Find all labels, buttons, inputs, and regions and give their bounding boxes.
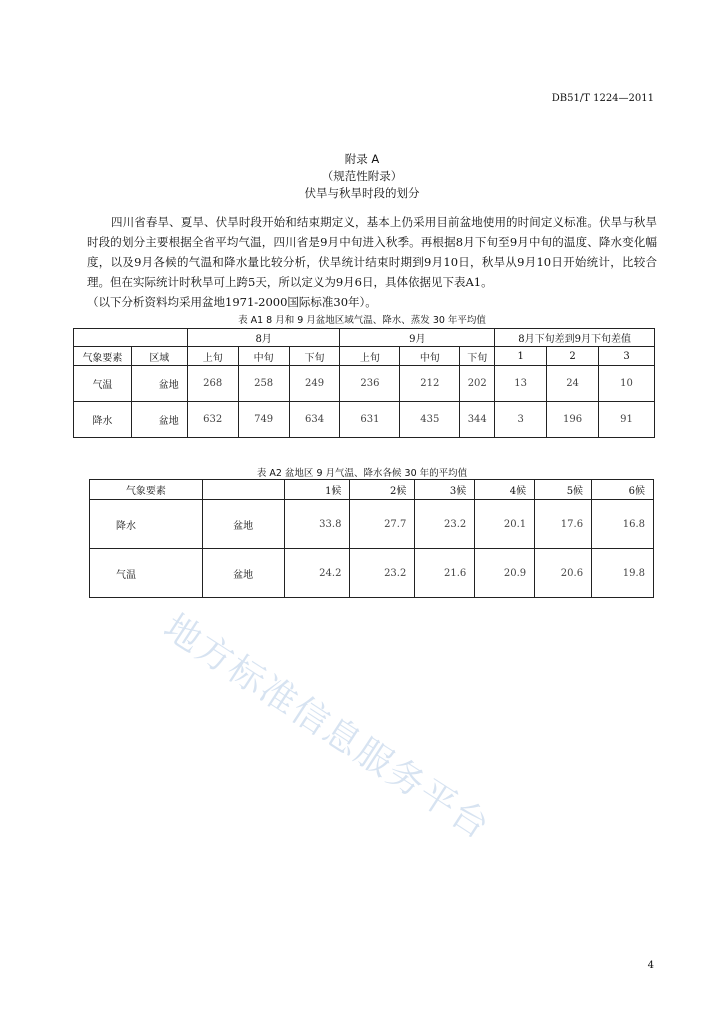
- watermark-text: 地方标准信息服务平台: [156, 606, 498, 849]
- table-cell: 24.2: [284, 549, 350, 598]
- table-header-cell: [74, 329, 188, 347]
- table-cell: 20.1: [475, 500, 535, 549]
- table-header-cell: 2: [547, 347, 599, 366]
- table-cell: 降水: [90, 500, 203, 549]
- table-cell: 盆地: [202, 500, 284, 549]
- table-header-cell: 上旬: [187, 347, 238, 366]
- table-header-cell: 9月: [340, 329, 495, 347]
- table-row: [74, 402, 655, 438]
- table-cell: 16.8: [592, 500, 654, 549]
- table-a1: [73, 328, 655, 438]
- appendix-nature: （规范性附录）: [321, 169, 403, 183]
- table-cell: 降水: [74, 402, 132, 438]
- table-cell: 236: [340, 366, 400, 402]
- table-cell: 21.6: [415, 549, 475, 598]
- table-cell: 23.2: [415, 500, 475, 549]
- table1-caption: 表 A1 8 月和 9 月盆地区域气温、降水、蒸发 30 年平均值: [238, 315, 486, 326]
- page-number: 4: [647, 960, 654, 971]
- table-header-row: [90, 480, 654, 500]
- table-cell: 634: [289, 402, 340, 438]
- table-a2: [89, 479, 654, 598]
- table-cell: 气温: [90, 549, 203, 598]
- table-cell: 20.6: [535, 549, 592, 598]
- table-header-cell: 6候: [592, 480, 654, 500]
- appendix-subtitle: 伏旱与秋旱时段的划分: [304, 186, 420, 200]
- table-header-cell: [202, 480, 284, 500]
- table-cell: 435: [400, 402, 460, 438]
- appendix-heading: [0, 151, 724, 202]
- table-cell: 268: [187, 366, 238, 402]
- table-cell: 10: [599, 366, 655, 402]
- table-cell: 202: [460, 366, 495, 402]
- table-cell: 258: [238, 366, 289, 402]
- table-cell: 33.8: [284, 500, 350, 549]
- table-cell: 23.2: [350, 549, 415, 598]
- table-cell: 气温: [74, 366, 132, 402]
- table-row: [74, 366, 655, 402]
- table-header-cell: 5候: [535, 480, 592, 500]
- table-header-cell: 下旬: [289, 347, 340, 366]
- paragraph-1: 四川省春旱、夏旱、伏旱时段开始和结束期定义，基本上仍采用目前盆地使用的时间定义标准。伏旱与秋旱时段的划分主要根据全省平均气温，四川省是9月中旬进入秋季。再根据8月下旬至9月中旬的温度、降水变化幅度，以及9月各候的气温和降水量比较分析，伏旱统计结束时期到9月10日，秋旱从9月10日开始统计，比较合理。但在实际统计时秋旱可上跨5天，所以定义为9月6日，具体依据见下表A1。: [87, 215, 657, 289]
- table-header-cell: 中旬: [238, 347, 289, 366]
- table-header-cell: 4候: [475, 480, 535, 500]
- table-cell: 盆地: [202, 549, 284, 598]
- table-cell: 17.6: [535, 500, 592, 549]
- table-header-cell: 1: [495, 347, 547, 366]
- table-header-cell: 8月: [187, 329, 340, 347]
- table-header-cell: 下旬: [460, 347, 495, 366]
- table-cell: 盆地: [131, 366, 187, 402]
- table-cell: 212: [400, 366, 460, 402]
- table-header-cell: 3候: [415, 480, 475, 500]
- table-header-cell: 气象要素: [74, 347, 132, 366]
- appendix-title: 附录 A: [344, 152, 380, 166]
- table-header-cell: 2候: [350, 480, 415, 500]
- table-header-row: [74, 347, 655, 366]
- table-cell: 196: [547, 402, 599, 438]
- table-row: [90, 500, 654, 549]
- table2-caption: 表 A2 盆地区 9 月气温、降水各候 30 年的平均值: [256, 468, 468, 479]
- table-cell: 13: [495, 366, 547, 402]
- table-cell: 632: [187, 402, 238, 438]
- table-header-cell: 区域: [131, 347, 187, 366]
- table-header-cell: 1候: [284, 480, 350, 500]
- paragraph-2: （以下分析资料均采用盆地1971-2000国际标准30年）。: [87, 295, 377, 309]
- table-cell: 3: [495, 402, 547, 438]
- table-header-row: [74, 329, 655, 347]
- body-text: [87, 212, 657, 312]
- table-header-cell: 上旬: [340, 347, 400, 366]
- table-cell: 20.9: [475, 549, 535, 598]
- table-cell: 91: [599, 402, 655, 438]
- document-code: DB51/T 1224—2011: [551, 93, 654, 104]
- table-cell: 749: [238, 402, 289, 438]
- table-cell: 24: [547, 366, 599, 402]
- table-cell: 19.8: [592, 549, 654, 598]
- table-header-cell: 8月下旬差到9月下旬差值: [495, 329, 655, 347]
- table-cell: 631: [340, 402, 400, 438]
- table-cell: 249: [289, 366, 340, 402]
- table-header-cell: 中旬: [400, 347, 460, 366]
- table-row: [90, 549, 654, 598]
- table-cell: 344: [460, 402, 495, 438]
- table-cell: 27.7: [350, 500, 415, 549]
- table-header-cell: 气象要素: [90, 480, 203, 500]
- table-cell: 盆地: [131, 402, 187, 438]
- table-header-cell: 3: [599, 347, 655, 366]
